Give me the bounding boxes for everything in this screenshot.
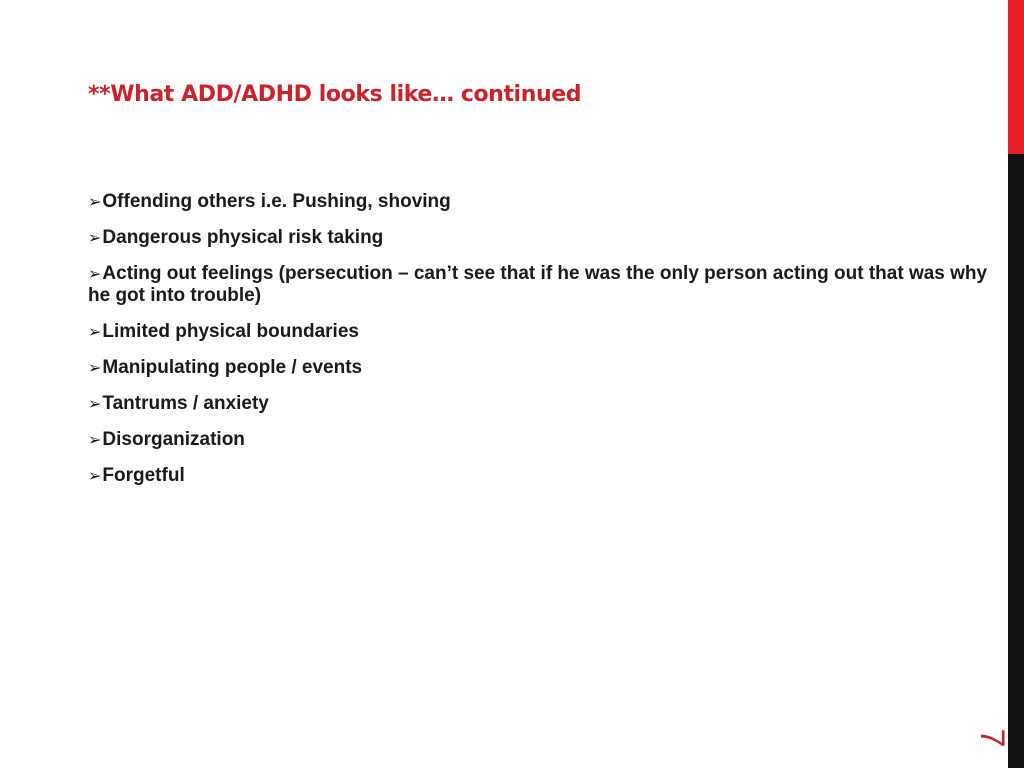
bullet-list: [88, 191, 988, 501]
bullet-text: Manipulating people / events: [102, 357, 363, 378]
side-accent-bar-red: [1008, 0, 1024, 154]
bullet-text: Offending others i.e. Pushing, shoving: [102, 191, 451, 212]
arrowhead-bullet-icon: ➢: [88, 394, 102, 413]
arrowhead-bullet-icon: ➢: [88, 192, 102, 211]
arrowhead-bullet-icon: ➢: [88, 264, 102, 283]
bullet-text: Dangerous physical risk taking: [102, 227, 384, 248]
bullet-item: [88, 465, 988, 487]
arrowhead-bullet-icon: ➢: [88, 430, 102, 449]
bullet-text: Acting out feelings (persecution – can’t see that if he was the only person acting out that was why he got into trouble): [88, 263, 988, 306]
bullet-item: [88, 263, 988, 307]
side-accent-bar-black: [1008, 154, 1024, 768]
arrowhead-bullet-icon: ➢: [88, 228, 102, 247]
bullet-text: Limited physical boundaries: [102, 321, 359, 342]
bullet-text: Forgetful: [102, 465, 185, 486]
page-number: 7: [973, 728, 1011, 748]
bullet-item: [88, 321, 988, 343]
bullet-item: [88, 191, 988, 213]
slide-title: **What ADD/ADHD looks like… continued: [88, 82, 582, 107]
bullet-item: [88, 393, 988, 415]
bullet-item: [88, 357, 988, 379]
bullet-item: [88, 429, 988, 451]
bullet-text: Disorganization: [102, 429, 245, 450]
arrowhead-bullet-icon: ➢: [88, 322, 102, 341]
arrowhead-bullet-icon: ➢: [88, 358, 102, 377]
arrowhead-bullet-icon: ➢: [88, 466, 102, 485]
bullet-text: Tantrums / anxiety: [102, 393, 269, 414]
bullet-item: [88, 227, 988, 249]
